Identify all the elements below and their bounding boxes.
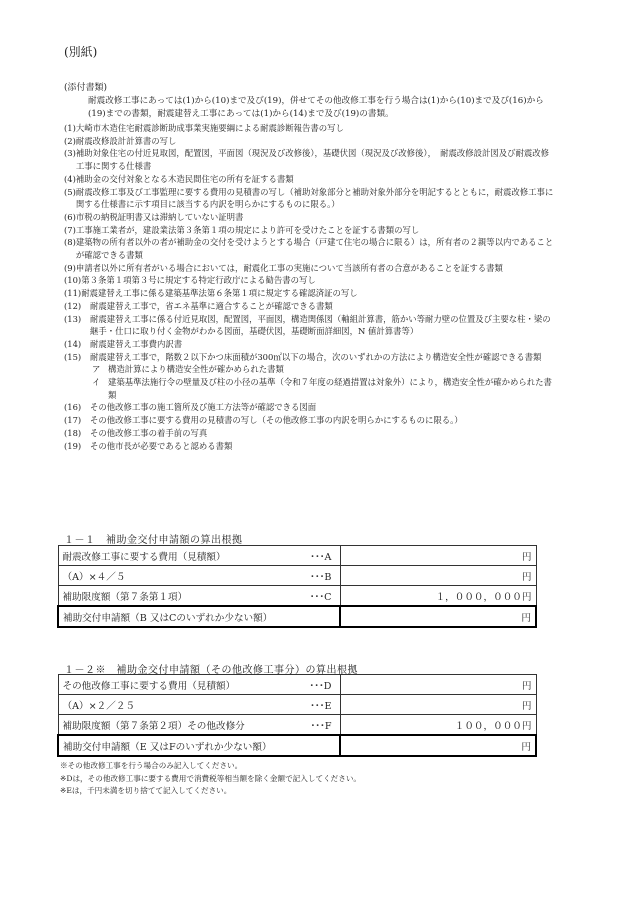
table-row: （A）×４／５ ･･･B 円 [58,566,536,586]
intro-text: 耐震改修工事にあっては(1)から(10)まで及び(19)，併せてその他改修工事を行う場合は(1)から(10)まで及び(16)から(19)までの書類，耐震建替え工事にあっては(1)から(14)まで及び(19)の書類。 [88,96,544,119]
amount-field: １００，０００円 [340,715,536,736]
attachment-list [64,122,554,452]
list-item: (6) 市税の納税証明書又は滞納していない証明書 [64,211,244,222]
list-item: (10) 第３条第１項第３号に規定する特定行政庁による勧告書の写し [64,275,316,286]
table-row: その他改修工事に要する費用（見積額） ･･･D 円 [58,675,536,695]
list-item: (15) 耐震建替え工事で，階数２以下かつ床面積が300㎡以下の場合，次のいずれかの方法により構造安全性が確認できる書類 [64,351,542,362]
table-row: （A）×２／２５ ･･･E 円 [58,695,536,715]
amount-field[interactable]: 円 [340,606,536,627]
list-subitem: イ 建築基準法施行令の壁量及び柱の小径の基準（令和７年度の経過措置は対象外）により，構造安全性が確かめられた書類 [92,377,552,400]
attachments-intro [88,95,558,121]
list-item: (14) 耐震建替え工事費内訳書 [64,338,183,349]
betsushi-label: (別紙) [64,45,98,59]
amount-field[interactable]: 円 [340,675,536,695]
list-subitem: ア 構造計算により構造安全性が確かめられた書類 [92,364,284,375]
amount-field[interactable]: 円 [340,566,536,586]
list-item: (19) その他市長が必要であると認める書類 [64,440,233,451]
footnote: ※その他改修工事を行う場合のみ記入してください。 [60,761,243,770]
list-item: (17) その他改修工事に要する費用の見積書の写し（その他改修工事の内訳を明らかにするものに限る。） [64,415,463,426]
amount-field[interactable]: 円 [340,695,536,715]
list-item: (5) 耐震改修工事及び工事監理に要する費用の見積書の写し（補助対象部分と補助対象外部分を明記するとともに，耐震改修工事に関する仕様書に示す項目に該当する内訳を明らかにするものに限る。） [64,186,554,210]
table-row: 耐震改修工事に要する費用（見積額） ･･･A 円 [58,546,536,566]
footnote: ※Dは，その他改修工事に要する費用で消費税等相当額を除く金額で記入してください。 [60,773,362,783]
list-item: (1) 大崎市木造住宅耐震診断助成事業実施要綱による耐震診断報告書の写し [64,123,344,133]
list-item: (18) その他改修工事の着手前の写真 [64,427,208,438]
list-item: (8) 建築物の所有者以外の者が補助金の交付を受けようとする場合（戸建て住宅の場合に限る）は，所有者の２親等以内であることが確認できる書類 [64,237,554,261]
footnotes [60,760,361,798]
section2-title: １－２※ 補助金交付申請額（その他改修工事分）の算出根拠 [64,665,358,676]
list-item: (13) 耐震建替え工事に係る付近見取図，配置図，平面図，構造関係図（軸組計算書，筋かい等耐力壁の位置及び主要な柱・梁の継手・仕口に取り付く金物がわかる図面，基礎伏図，基礎断面詳細図，N 値計算書等） [64,313,551,337]
table-row: 補助限度額（第７条第２項）その他改修分 ･･･F １００，０００円 [58,715,536,736]
list-item: (16) その他改修工事の施工箇所及び施工方法等が確認できる図面 [64,402,317,413]
list-item: (2) 耐震改修設計計算書の写し [64,135,177,146]
list-item: (7) 工事施工業者が，建設業法第３条第１項の規定により許可を受けたことを証する書類の写し [64,224,420,235]
section1-table [57,545,537,628]
table-row: 補助限度額（第７条第１項） ･･･C １，０００，０００円 [58,586,536,607]
footnote: ※Eは，千円未満を切り捨てて記入してください。 [60,786,232,795]
amount-field: １，０００，０００円 [340,586,536,607]
table-row-total: 補助交付申請額（B 又はCのいずれか少ない額） 円 [58,606,536,627]
list-item: (11) 耐震建替え工事に係る建築基準法第６条第１項に規定する確認済証の写し [64,288,358,299]
section1-title: １－１ 補助金交付申請額の算出根拠 [64,535,243,546]
list-item: (9) 申請者以外に所有者がいる場合においては，耐震化工事の実施について当該所有者の合意があることを証する書類 [64,262,503,273]
list-item: (3) 補助対象住宅の付近見取図，配置図，平面図（現況及び改修後），基礎伏図（現況及び改修後）， 耐震改修設計図及び耐震改修工事に関する仕様書 [64,148,550,172]
list-item: (4) 補助金の交付対象となる木造民間住宅の所有を証する書類 [64,173,294,184]
amount-field[interactable]: 円 [340,546,536,566]
attachments-heading: (添付書類) [64,83,108,93]
list-item: (12) 耐震建替え工事で，省エネ基準に適合することが確認できる書類 [64,300,333,311]
amount-field[interactable]: 円 [340,735,536,756]
section2-table [57,674,537,757]
table-row-total: 補助交付申請額（E 又はFのいずれか少ない額） 円 [58,735,536,756]
